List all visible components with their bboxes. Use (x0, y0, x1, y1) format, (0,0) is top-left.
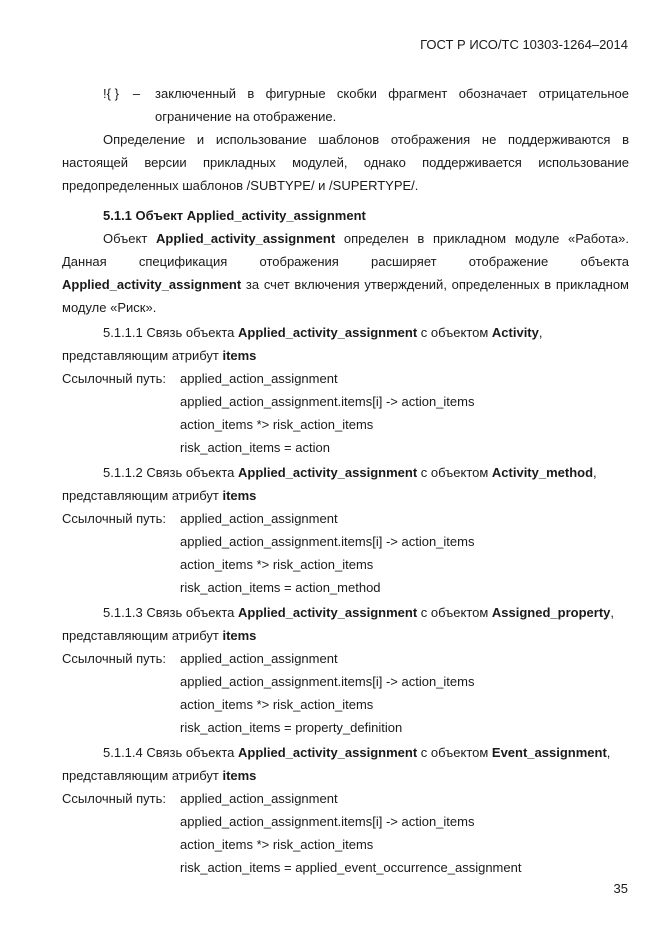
reference-path (62, 507, 629, 599)
reference-path (62, 647, 629, 739)
relation-title-end: , (593, 465, 597, 480)
reference-path-label: Ссылочный путь: (62, 511, 166, 526)
reference-path-line: applied_action_assignment (180, 791, 338, 806)
intro-entity-2: Applied_activity_assignment (62, 277, 242, 292)
reference-path-line: risk_action_items = action (180, 440, 330, 455)
intro-entity-1: Applied_activity_assignment (155, 231, 336, 246)
reference-path-label: Ссылочный путь: (62, 651, 166, 666)
relation-title-num: 5.1.1.2 Связь объекта (103, 465, 238, 480)
relation-title-target: Event_assignment (491, 745, 607, 760)
reference-path-line: applied_action_assignment (180, 651, 338, 666)
relation-title-target: Activity_method (491, 465, 594, 480)
reference-path-line: action_items *> risk_action_items (180, 697, 374, 712)
reference-path-line: applied_action_assignment.items[i] -> action_items (180, 814, 475, 829)
reference-path-line: applied_action_assignment.items[i] -> action_items (180, 534, 475, 549)
relation-title (62, 321, 629, 344)
relation-title-num: 5.1.1.4 Связь объекта (103, 745, 238, 760)
page-number: 35 (613, 881, 628, 896)
definition-dash: – (132, 86, 141, 101)
relation-title (62, 741, 629, 764)
document-header: ГОСТ Р ИСО/ТС 10303-1264–2014 (420, 37, 628, 52)
relation-title-entity: Applied_activity_assignment (237, 465, 418, 480)
relations-list (62, 321, 629, 879)
definition-symbol (62, 82, 155, 105)
definition-text: заключенный в фигурные скобки фрагмент обозначает отрицательное ограничение на отображение. (155, 86, 629, 124)
relation-attribute-line (62, 624, 629, 647)
definition-symbol-text: !{ } (103, 86, 119, 101)
reference-path-line: risk_action_items = applied_event_occurrence_assignment (180, 860, 522, 875)
page-content (62, 82, 629, 879)
relation-section (62, 461, 629, 599)
definition-entry (62, 82, 629, 128)
reference-path-line: applied_action_assignment.items[i] -> action_items (180, 394, 475, 409)
paragraph-templates: Определение и использование шаблонов отображения не поддерживаются в настоящей версии прикладных модулей, однако поддерживается использование предопределенных шаблонов /SUBTYPE/ и /SUPERTYPE/. (62, 132, 629, 193)
reference-path-line: applied_action_assignment (180, 511, 338, 526)
attribute-name: items (222, 348, 257, 363)
relation-title-target: Activity (491, 325, 539, 340)
relation-title-end: , (606, 745, 611, 760)
relation-title-num: 5.1.1.1 Связь объекта (103, 325, 238, 340)
attribute-prefix: представляющим атрибут (62, 628, 223, 643)
intro-text-2: определен в прикладном модуле «Работа». Данная спецификация отображения расширяет отображение объекта (62, 231, 629, 269)
relation-title-mid: с объектом (417, 605, 492, 620)
attribute-name: items (222, 628, 257, 643)
attribute-prefix: представляющим атрибут (62, 488, 223, 503)
relation-section (62, 321, 629, 459)
reference-path-lines (180, 787, 629, 879)
section-heading: 5.1.1 Объект Applied_activity_assignment (103, 208, 366, 223)
relation-title-end: , (538, 325, 543, 340)
reference-path-line: action_items *> risk_action_items (180, 837, 374, 852)
reference-path-label: Ссылочный путь: (62, 791, 166, 806)
relation-title-entity: Applied_activity_assignment (237, 745, 418, 760)
reference-path (62, 787, 629, 879)
reference-path-line: risk_action_items = action_method (180, 580, 381, 595)
attribute-prefix: представляющим атрибут (62, 768, 223, 783)
intro-text-3: за счет включения утверждений, определенных в прикладном модуле «Риск». (62, 277, 629, 315)
attribute-name: items (222, 768, 257, 783)
relation-title-end: , (610, 605, 615, 620)
reference-path-lines (180, 507, 629, 599)
reference-path-line: risk_action_items = property_definition (180, 720, 403, 735)
relation-title (62, 461, 629, 484)
relation-title-mid: с объектом (417, 745, 492, 760)
reference-path-line: action_items *> risk_action_items (180, 557, 374, 572)
relation-title-mid: с объектом (417, 465, 492, 480)
relation-attribute-line (62, 344, 629, 367)
relation-title-num: 5.1.1.3 Связь объекта (103, 605, 238, 620)
relation-section (62, 741, 629, 879)
intro-text-1: Объект (103, 231, 156, 246)
relation-title-target: Assigned_property (491, 605, 611, 620)
reference-path-label: Ссылочный путь: (62, 371, 166, 386)
relation-title-mid: с объектом (417, 325, 492, 340)
paragraph-entity-intro (62, 227, 629, 319)
relation-attribute-line (62, 484, 629, 507)
relation-title-entity: Applied_activity_assignment (237, 605, 418, 620)
attribute-prefix: представляющим атрибут (62, 348, 223, 363)
relation-attribute-line (62, 764, 629, 787)
relation-title (62, 601, 629, 624)
reference-path (62, 367, 629, 459)
attribute-name: items (222, 488, 257, 503)
reference-path-lines (180, 367, 629, 459)
reference-path-lines (180, 647, 629, 739)
relation-section (62, 601, 629, 739)
relation-title-entity: Applied_activity_assignment (237, 325, 418, 340)
reference-path-line: applied_action_assignment.items[i] -> action_items (180, 674, 475, 689)
reference-path-line: action_items *> risk_action_items (180, 417, 374, 432)
reference-path-line: applied_action_assignment (180, 371, 338, 386)
